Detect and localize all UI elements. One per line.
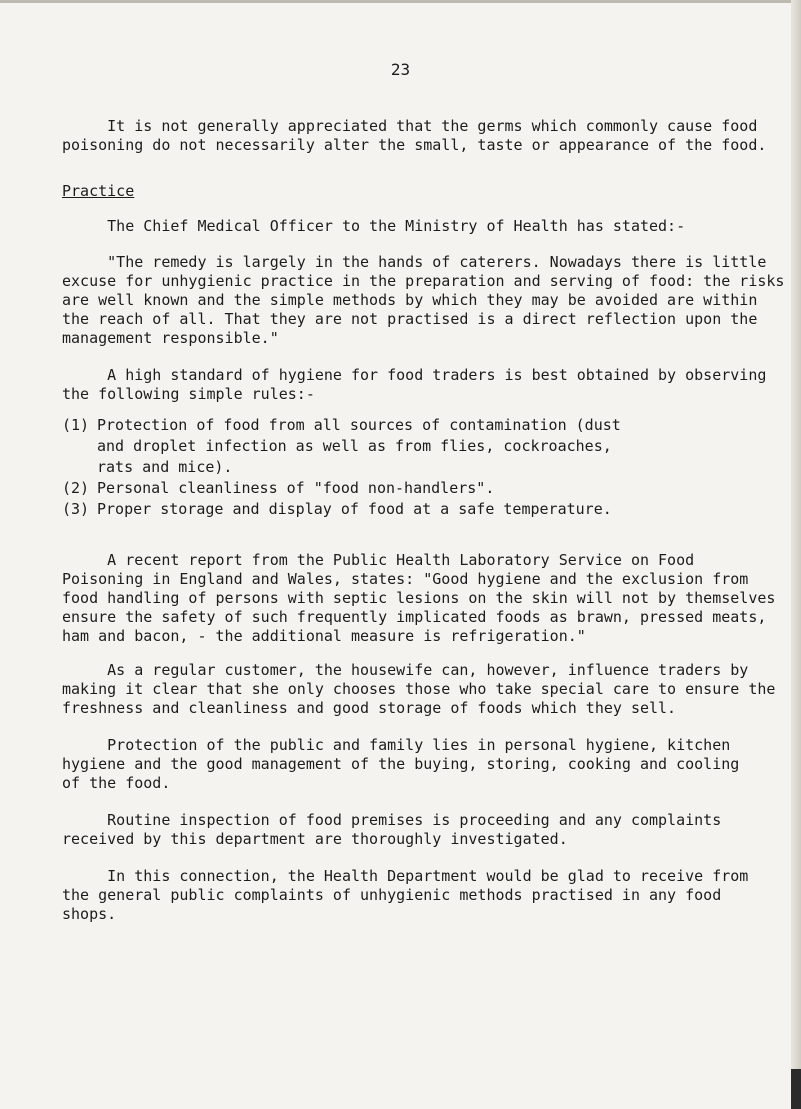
text-line: Protection of the public and family lies in personal hygiene, kitchen [62,736,731,754]
scan-right-edge [791,0,801,1109]
protection-paragraph [62,736,787,793]
rules-list [62,415,782,520]
text-line: In this connection, the Health Department would be glad to receive from [62,867,749,885]
text-line: The Chief Medical Officer to the Ministry of Health has stated:- [62,217,686,235]
text-line: of the food. [62,774,171,792]
connection-paragraph [62,867,787,924]
text-line: Poisoning in England and Wales, states: "Good hygiene and the exclusion from [62,570,749,588]
text-line: ham and bacon, - the additional measure is refrigeration." [62,627,586,645]
report-paragraph [62,551,787,646]
customer-paragraph [62,661,787,718]
intro-paragraph [62,117,787,155]
list-item-number: (1) [62,416,90,434]
text-line: "The remedy is largely in the hands of caterers. Nowadays there is little [62,253,767,271]
list-item-text: Personal cleanliness of "food non-handlers". [97,479,495,497]
text-line: the general public complaints of unhygienic methods practised in any food [62,886,722,904]
text-line: the reach of all. That they are not practised is a direct reflection upon the [62,310,758,328]
list-item [62,478,782,499]
list-item-text: Protection of food from all sources of contamination (dust and droplet infection as well as from flies, cockroaches, rats and mice). [97,416,621,476]
text-line: shops. [62,905,117,923]
text-line: are well known and the simple methods by which they may be avoided are within [62,291,758,309]
cmo-intro-paragraph [62,217,787,236]
text-line: It is not generally appreciated that the germs which commonly cause food [62,117,758,135]
text-line: the following simple rules:- [62,385,315,403]
text-line: excuse for unhygienic practice in the preparation and serving of food: the risks [62,272,785,290]
page-number: 23 [390,60,411,79]
inspection-paragraph [62,811,787,849]
text-line: poisoning do not necessarily alter the small, taste or appearance of the food. [62,136,767,154]
text-line: A recent report from the Public Health Laboratory Service on Food [62,551,695,569]
list-item-number: (3) [62,500,90,518]
quote-paragraph [62,253,787,348]
text-line: received by this department are thoroughly investigated. [62,830,568,848]
text-line: management responsible." [62,329,279,347]
text-line: making it clear that she only chooses those who take special care to ensure the [62,680,776,698]
section-heading: Practice [62,182,135,200]
text-line: freshness and cleanliness and good storage of foods which they sell. [62,699,677,717]
rules-intro-paragraph [62,366,787,404]
text-line: As a regular customer, the housewife can, however, influence traders by [62,661,749,679]
text-line: hygiene and the good management of the buying, storing, cooking and cooling [62,755,740,773]
list-item [62,499,782,520]
text-line: A high standard of hygiene for food traders is best obtained by observing [62,366,767,384]
text-line: ensure the safety of such frequently implicated foods as brawn, pressed meats, [62,608,767,626]
list-item [62,415,782,478]
scan-corner-mark [791,1069,801,1109]
scan-top-edge [0,0,801,3]
list-item-number: (2) [62,479,90,497]
text-line: food handling of persons with septic lesions on the skin will not by themselves [62,589,776,607]
text-line: Routine inspection of food premises is proceeding and any complaints [62,811,722,829]
list-item-text: Proper storage and display of food at a safe temperature. [97,500,612,518]
